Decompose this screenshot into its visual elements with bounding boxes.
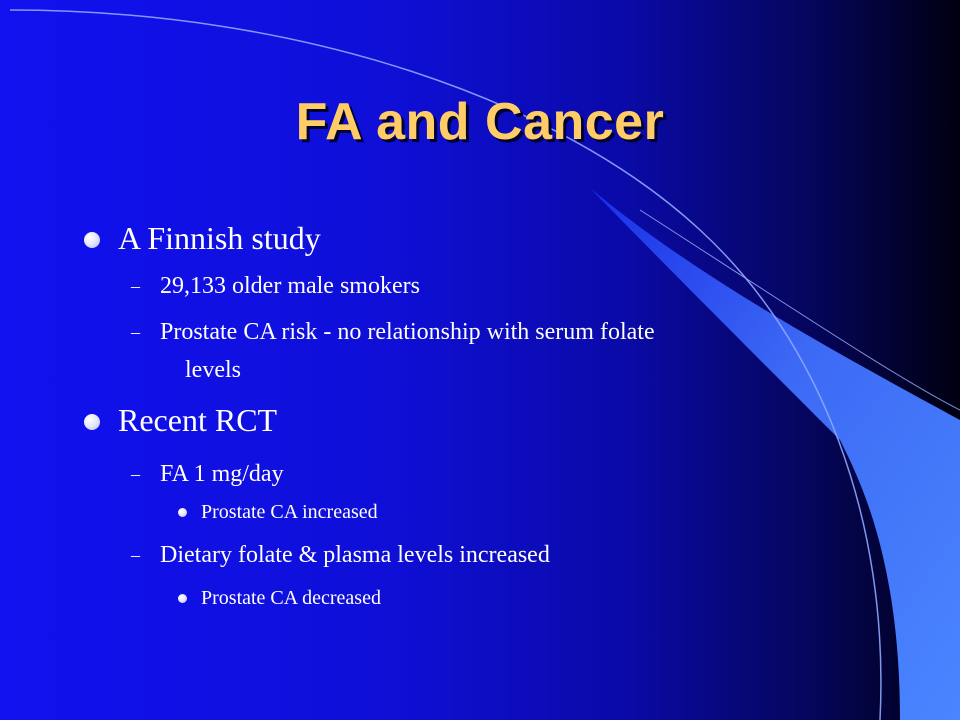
detail-prostate-increased: Prostate CA increased [201, 501, 378, 523]
sub-bullet-prostate-risk-continued: levels [185, 357, 241, 383]
dash-icon: – [131, 545, 140, 565]
bullet-recent-rct: Recent RCT [118, 402, 278, 438]
small-bullet-dot-icon [178, 594, 187, 603]
sub-bullet-dietary-folate: Dietary folate & plasma levels increased [160, 542, 550, 568]
sub-bullet-prostate-risk: Prostate CA risk - no relationship with serum folate [160, 319, 655, 345]
dash-icon: – [131, 322, 140, 342]
dash-icon: – [131, 276, 140, 296]
sub-bullet-fa-dose: FA 1 mg/day [160, 461, 284, 487]
bullet-dot-icon [84, 414, 100, 430]
detail-prostate-decreased: Prostate CA decreased [201, 587, 381, 609]
sub-bullet-smokers: 29,133 older male smokers [160, 273, 420, 299]
bullet-dot-icon [84, 232, 100, 248]
dash-icon: – [131, 464, 140, 484]
slide-title: FA and Cancer [295, 93, 665, 151]
bullet-finnish-study: A Finnish study [118, 220, 321, 256]
small-bullet-dot-icon [178, 508, 187, 517]
